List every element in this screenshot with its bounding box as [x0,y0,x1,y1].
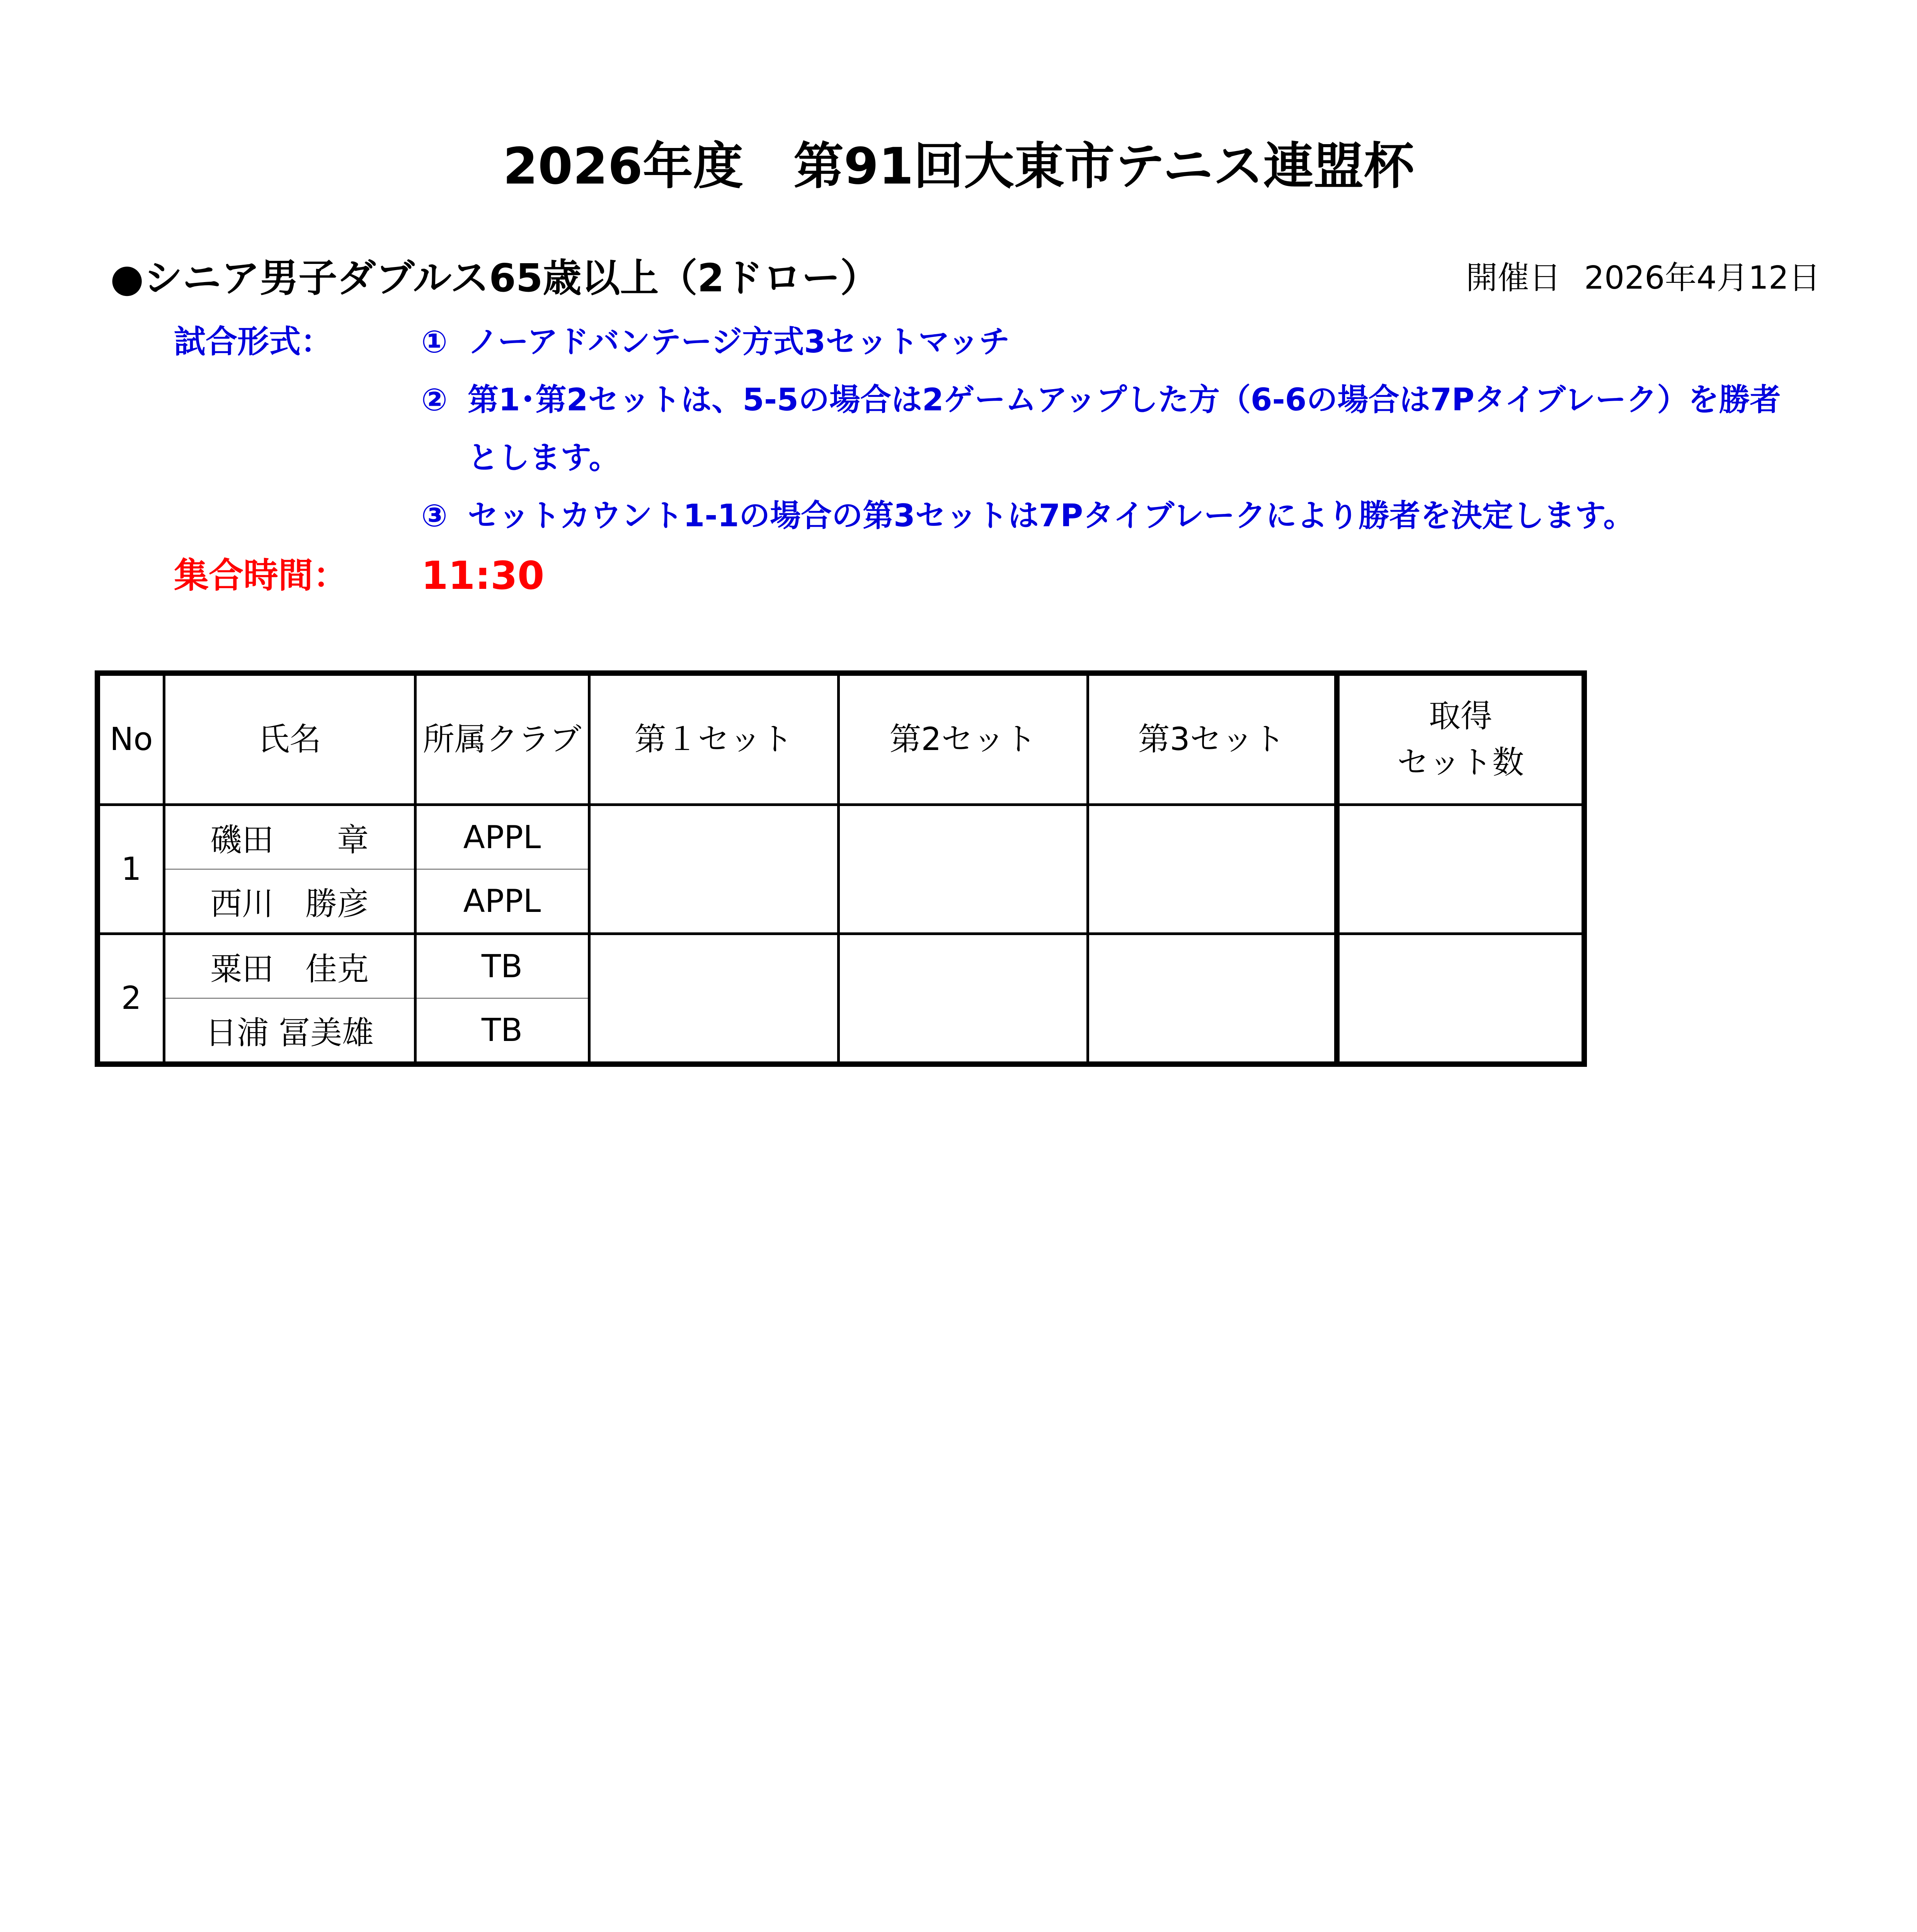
header-set-3: 第3セット [1088,673,1337,805]
rule-2-number: ② [421,382,448,418]
rule-1-text: ノーアドバンテージ方式3セットマッチ [468,324,1010,360]
sets-won-cell [1337,934,1584,1065]
player-club: TB [415,998,589,1065]
rule-2-continuation: とします。 [468,440,620,476]
set-2-score-cell [838,934,1088,1065]
table-row [97,934,1584,998]
header-set-2: 第2セット [838,673,1088,805]
pair-number: 1 [97,805,164,934]
rule-2 [421,375,1781,425]
rule-3 [421,491,1634,541]
set-1-score-cell [589,805,838,934]
rule-1 [421,317,1010,367]
event-title: ●シニア男子ダブルス65歳以上（2ドロー） [110,255,879,301]
set-2-score-cell [838,805,1088,934]
player-name: 粟田 佳克 [164,934,415,998]
player-name: 西川 勝彦 [164,869,415,934]
header-no: No [97,673,164,805]
page-title: 2026年度 第91回大東市テニス連盟杯 [503,137,1414,196]
pair-number: 2 [97,934,164,1065]
header-sets-won-line-2: セット数 [1397,744,1524,781]
player-name: 磯田 章 [164,805,415,869]
player-club: APPL [415,805,589,869]
gather-time-value: 11:30 [421,553,545,598]
rule-3-number: ③ [421,498,448,534]
player-club: APPL [415,869,589,934]
set-1-score-cell [589,934,838,1065]
sets-won-cell [1337,805,1584,934]
table-row [97,805,1584,869]
set-3-score-cell [1088,934,1337,1065]
rule-1-number: ① [421,324,448,360]
date-label: 開催日 [1466,260,1561,296]
header-name: 氏名 [164,673,415,805]
header-club: 所属クラブ [415,673,589,805]
date-value: 2026年4月12日 [1584,260,1820,296]
draw-table [95,670,1587,1067]
gather-time-label: 集合時間： [174,555,348,596]
event-date [1466,251,1820,305]
match-format-label: 試合形式： [174,323,333,360]
header-sets-won-line-1: 取得 [1428,698,1492,735]
set-3-score-cell [1088,805,1337,934]
rule-3-text: セットカウント1-1の場合の第3セットは7Pタイブレークにより勝者を決定します。 [468,498,1634,534]
header-sets-won [1337,673,1584,805]
player-name: 日浦 冨美雄 [164,998,415,1065]
header-set-1: 第１セット [589,673,838,805]
table-header-row [97,673,1584,805]
rule-2-text: 第1･第2セットは、5-5の場合は2ゲームアップした方（6-6の場合は7Pタイブレーク）を勝者 [468,382,1781,418]
player-club: TB [415,934,589,998]
